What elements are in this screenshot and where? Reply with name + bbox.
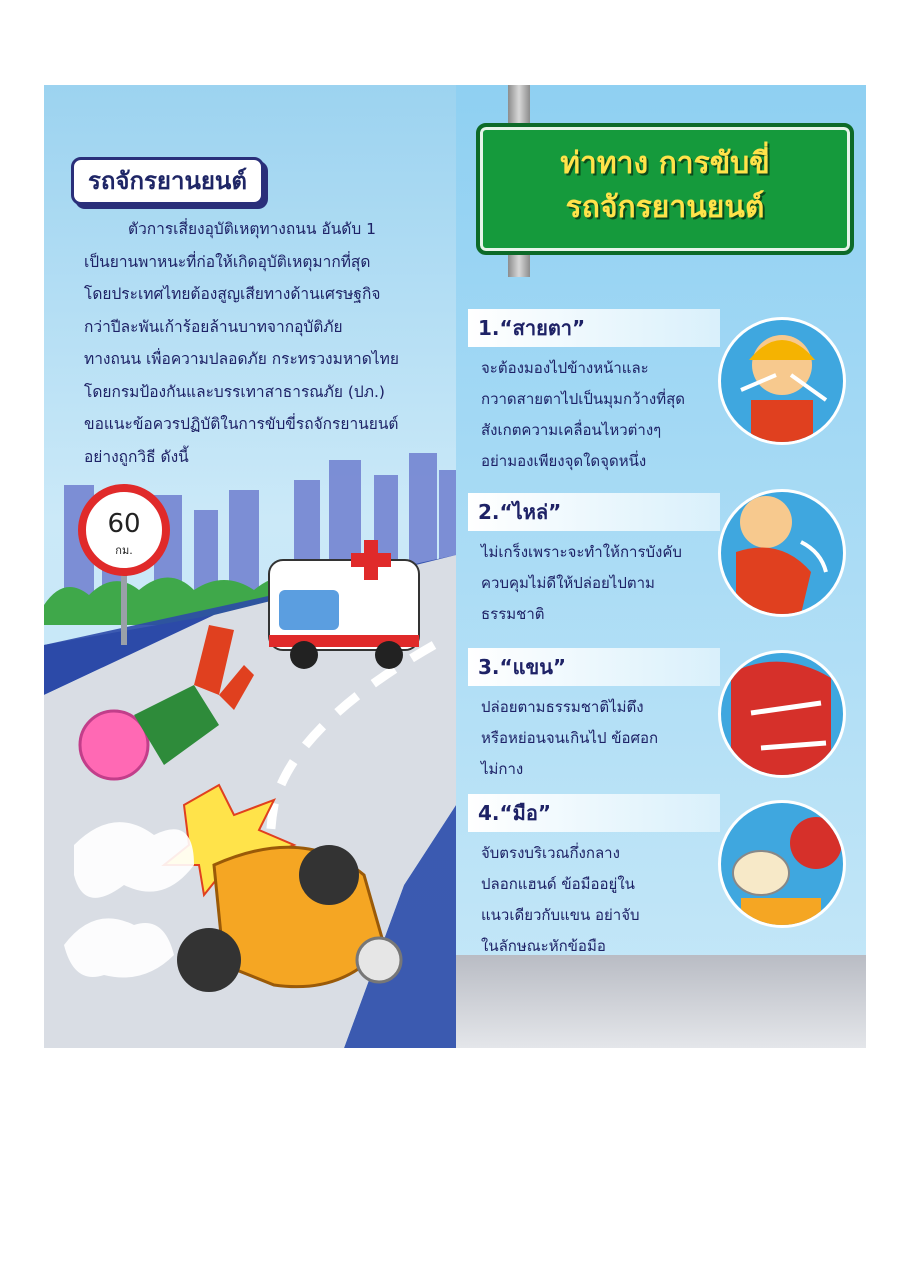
intro-line: ขอแนะข้อควรปฏิบัติในการขับขี่รถจักรยานยนต์: [84, 415, 399, 433]
eyes-illustration: [718, 317, 846, 445]
hands-illustration: [718, 800, 846, 928]
speed-limit-number: 60: [107, 509, 141, 539]
step-line: หรือหย่อนจนเกินไป ข้อศอก: [481, 729, 659, 747]
intro-line: โดยประเทศไทยต้องสูญเสียทางด้านเศรษฐกิจ: [84, 285, 381, 303]
step-line: จะต้องมองไปข้างหน้าและ: [481, 359, 649, 377]
intro-line: อย่างถูกวิธี ดังนี้: [84, 447, 189, 466]
step-heading: 1.“สายตา”: [468, 309, 720, 347]
step-line: กวาดสายตาไปเป็นมุมกว้างที่สุด: [481, 390, 685, 408]
sign-title-line1: ท่าทาง การขับขี่: [560, 146, 770, 181]
accident-illustration: [44, 85, 456, 1048]
left-panel: [44, 85, 456, 1048]
step-line: แนวเดียวกับแขน อย่าจับ: [481, 906, 640, 924]
intro-line: เป็นยานพาหนะที่ก่อให้เกิดอุบัติเหตุมากที่สุด: [84, 252, 371, 271]
step-line: ไม่กาง: [481, 760, 524, 778]
step-line: ไม่เกร็งเพราะจะทำให้การบังคับ: [481, 543, 682, 561]
step-line: ปล่อยตามธรรมชาติไม่ตึง: [481, 698, 644, 716]
step-arms: [468, 648, 718, 785]
shoulders-illustration: [718, 489, 846, 617]
step-line: อย่ามองเพียงจุดใดจุดหนึ่ง: [481, 452, 647, 470]
step-line: ในลักษณะหักข้อมือ: [481, 937, 606, 955]
arms-illustration: [718, 650, 846, 778]
intro-line: โดยกรมป้องกันและบรรเทาสาธารณภัย (ปภ.): [84, 382, 385, 401]
step-shoulders: [468, 493, 718, 630]
step-eyes: [468, 309, 718, 477]
sign-title-line2: รถจักรยานยนต์: [565, 190, 765, 225]
step-line: สังเกตความเคลื่อนไหวต่างๆ: [481, 421, 662, 439]
step-line: ควบคุมไม่ดีให้ปล่อยไปตาม: [481, 574, 655, 592]
step-heading: 3.“แขน”: [468, 648, 720, 686]
motorcycle-title: รถจักรยานยนต์: [71, 157, 264, 205]
step-heading: 2.“ไหล่”: [468, 493, 720, 531]
step-heading: 4.“มือ”: [468, 794, 720, 832]
riding-posture-sign: [476, 123, 854, 255]
road-bottom: [456, 955, 866, 1048]
step-hands: [468, 794, 718, 962]
right-panel: [456, 85, 866, 1048]
speed-limit-unit: กม.: [115, 544, 133, 557]
intro-line: ตัวการเสี่ยงอุบัติเหตุทางถนน อันดับ 1: [128, 220, 376, 238]
step-line: จับตรงบริเวณกึ่งกลาง: [481, 844, 620, 862]
intro-line: ทางถนน เพื่อความปลอดภัย กระทรวงมหาดไทย: [84, 350, 399, 368]
step-line: ธรรมชาติ: [481, 605, 545, 623]
step-line: ปลอกแฮนด์ ข้อมืออยู่ใน: [481, 875, 635, 893]
intro-line: กว่าปีละพันเก้าร้อยล้านบาทจากอุบัติภัย: [84, 317, 343, 336]
